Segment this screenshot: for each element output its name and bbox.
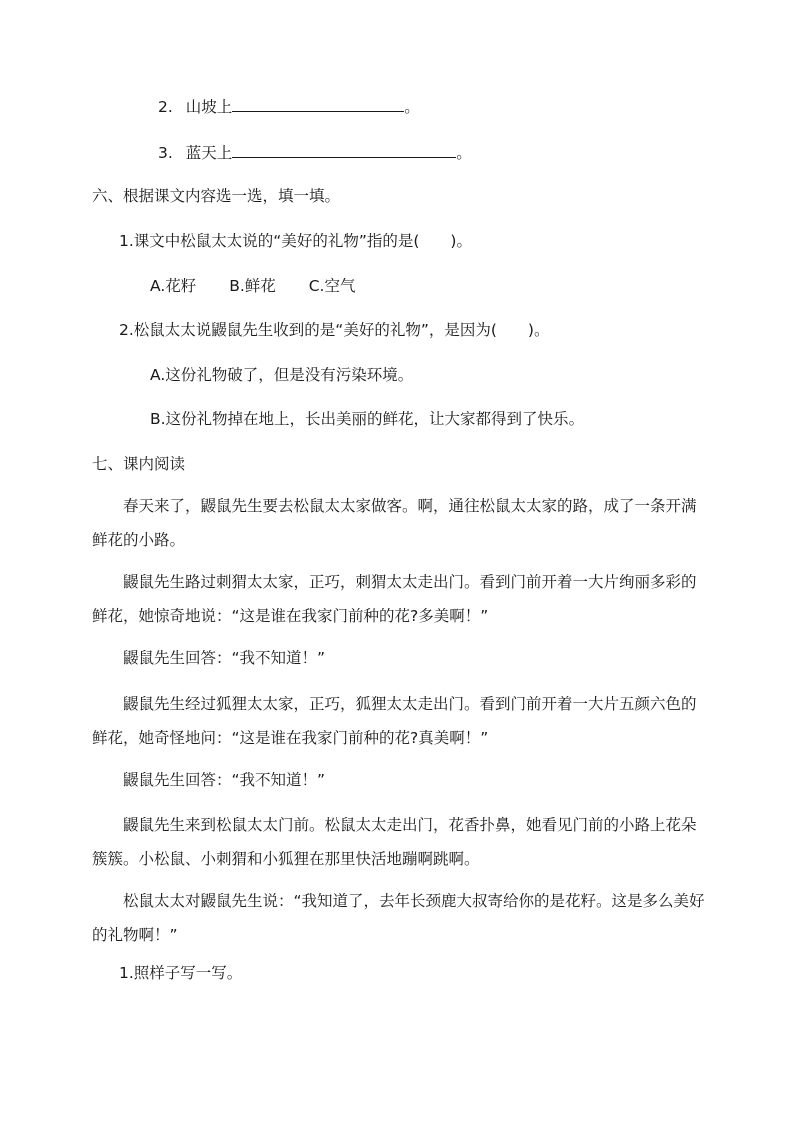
reading-paragraph: 鼹鼠先生回答：“我不知道！” <box>123 649 326 667</box>
section-6-heading: 六、根据课文内容选一选，填一填。 <box>92 187 341 205</box>
option-b[interactable]: B.鲜花 <box>229 277 276 295</box>
item-end: 。 <box>456 144 472 162</box>
item-end: 。 <box>404 98 420 116</box>
answer-blank[interactable] <box>232 96 404 112</box>
reading-paragraph: 松鼠太太对鼹鼠先生说：“我知道了，去年长颈鹿大叔寄给你的是花籽。这是多么美好的礼物啊！” <box>92 892 705 944</box>
option-a[interactable]: A.花籽 <box>150 277 197 295</box>
question-1: 1.课文中松鼠太太说的“美好的礼物”指的是( )。 <box>119 232 472 250</box>
task-1: 1.照样子写一写。 <box>119 964 243 982</box>
fill-item-3 <box>158 142 472 163</box>
fill-item-2 <box>158 96 420 117</box>
item-label: 山坡上 <box>185 98 233 116</box>
reading-paragraph: 鼹鼠先生回答：“我不知道！” <box>123 771 326 789</box>
item-number: 2. <box>158 98 173 116</box>
answer-blank[interactable] <box>232 142 456 158</box>
question-1-options <box>150 276 383 296</box>
item-number: 3. <box>158 144 173 162</box>
reading-paragraph: 鼹鼠先生经过狐狸太太家，正巧，狐狸太太走出门。看到门前开着一大片五颜六色的鲜花，她奇怪地问：“这是谁在我家门前种的花?真美啊！” <box>92 695 697 747</box>
item-label: 蓝天上 <box>185 144 233 162</box>
option-c[interactable]: C.空气 <box>308 277 356 295</box>
question-2: 2.松鼠太太说鼹鼠先生收到的是“美好的礼物”，是因为( )。 <box>119 321 550 339</box>
question-2-option-a[interactable]: A.这份礼物破了，但是没有污染环境。 <box>150 366 414 384</box>
section-7-heading: 七、课内阅读 <box>92 455 186 473</box>
reading-paragraph: 鼹鼠先生路过刺猬太太家，正巧，刺猬太太走出门。看到门前开着一大片绚丽多彩的鲜花，她惊奇地说：“这是谁在我家门前种的花?多美啊！” <box>92 573 697 625</box>
reading-paragraph: 春天来了，鼹鼠先生要去松鼠太太家做客。啊，通往松鼠太太家的路，成了一条开满鲜花的小路。 <box>92 497 697 549</box>
question-2-option-b[interactable]: B.这份礼物掉在地上，长出美丽的鲜花，让大家都得到了快乐。 <box>150 410 585 428</box>
reading-paragraph: 鼹鼠先生来到松鼠太太门前。松鼠太太走出门，花香扑鼻，她看见门前的小路上花朵簇簇。小松鼠、小刺猬和小狐狸在那里快活地蹦啊跳啊。 <box>92 816 697 868</box>
